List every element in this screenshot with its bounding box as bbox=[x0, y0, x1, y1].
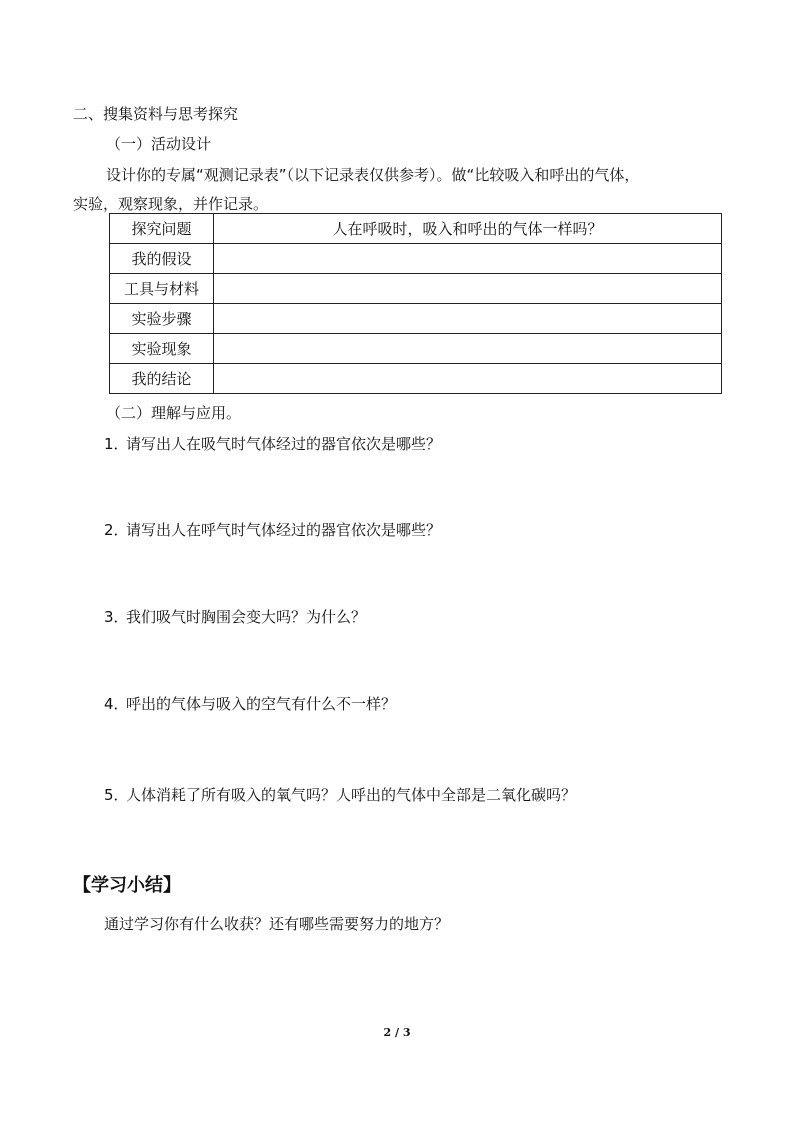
question-text: 呼出的气体与吸入的空气有什么不一样？ bbox=[126, 695, 397, 713]
row-label-question: 探究问题 bbox=[110, 214, 214, 244]
instruction-line-1: 设计你的专属“观测记录表”（以下记录表仅供参考）。做“比较吸入和呼出的气体， bbox=[106, 166, 640, 184]
row-value-phenomenon[interactable] bbox=[214, 334, 722, 364]
row-value-hypothesis[interactable] bbox=[214, 244, 722, 274]
table-row bbox=[110, 304, 722, 334]
question-text: 我们吸气时胸围会变大吗？为什么？ bbox=[126, 608, 367, 626]
row-label-steps: 实验步骤 bbox=[110, 304, 214, 334]
summary-text: 通过学习你有什么收获？还有哪些需要努力的地方？ bbox=[104, 915, 450, 933]
observation-record-table bbox=[109, 213, 722, 394]
summary-title: 【学习小结】 bbox=[73, 875, 181, 896]
question-number: 4． bbox=[104, 695, 129, 713]
table-row bbox=[110, 274, 722, 304]
page-number: 2 / 3 bbox=[383, 1026, 411, 1039]
row-label-tools: 工具与材料 bbox=[110, 274, 214, 304]
row-value-tools[interactable] bbox=[214, 274, 722, 304]
question-text: 人体消耗了所有吸入的氧气吗？人呼出的气体中全部是二氧化碳吗？ bbox=[126, 786, 577, 804]
question-number: 3． bbox=[104, 608, 129, 626]
question-1 bbox=[104, 434, 441, 454]
question-3 bbox=[104, 607, 366, 627]
row-label-hypothesis: 我的假设 bbox=[110, 244, 214, 274]
question-number: 2． bbox=[104, 521, 129, 539]
instruction-line-2: 实验，观察现象，并作记录。 bbox=[73, 195, 269, 213]
table-row bbox=[110, 334, 722, 364]
table-row bbox=[110, 214, 722, 244]
question-2 bbox=[104, 520, 441, 540]
row-value-steps[interactable] bbox=[214, 304, 722, 334]
question-4 bbox=[104, 694, 396, 714]
row-label-phenomenon: 实验现象 bbox=[110, 334, 214, 364]
activity-design-title: （一）活动设计 bbox=[106, 135, 212, 153]
question-text: 请写出人在吸气时气体经过的器官依次是哪些？ bbox=[126, 435, 442, 453]
application-title: （二）理解与应用。 bbox=[106, 404, 242, 422]
section-title: 二、搜集资料与思考探究 bbox=[73, 105, 239, 123]
question-number: 5． bbox=[104, 786, 129, 804]
row-value-question: 人在呼吸时，吸入和呼出的气体一样吗？ bbox=[214, 214, 722, 244]
question-5 bbox=[104, 785, 576, 805]
row-value-conclusion[interactable] bbox=[214, 364, 722, 394]
row-label-conclusion: 我的结论 bbox=[110, 364, 214, 394]
table-row bbox=[110, 364, 722, 394]
question-number: 1． bbox=[104, 435, 129, 453]
table-row bbox=[110, 244, 722, 274]
question-text: 请写出人在呼气时气体经过的器官依次是哪些？ bbox=[126, 521, 442, 539]
